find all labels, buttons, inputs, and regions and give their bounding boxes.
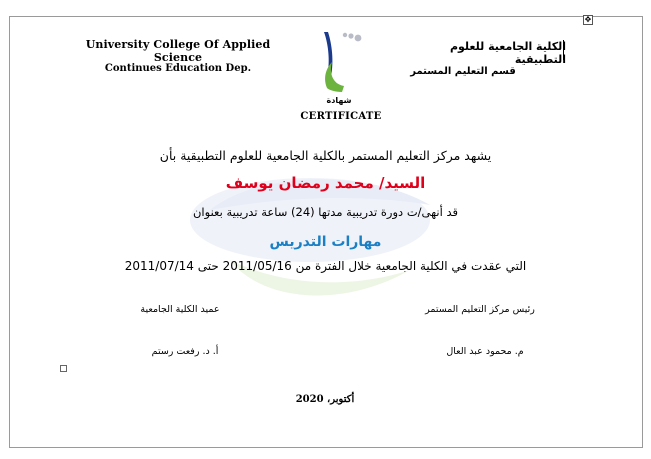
college-logo-icon [318, 26, 370, 96]
recipient-name: السيد/ محمد رمضان يوسف [225, 174, 426, 192]
move-handle-icon[interactable]: ✥ [584, 15, 592, 24]
certificate-word-ar: شهادة [326, 96, 352, 105]
center-head-name: م. محمود عبد العال [446, 346, 524, 357]
college-name-en: University College Of Applied Science [85, 38, 271, 64]
dean-name: أ. د. رفعت رستم [151, 346, 219, 357]
course-title: مهارات التدريس [269, 234, 382, 250]
center-head-title: رئيس مركز التعليم المستمر [425, 304, 535, 315]
department-name-en: Continues Education Dep. [104, 63, 252, 74]
department-name-ar: قسم التعليم المستمر [410, 66, 516, 77]
course-intro-text: قد أنهى/ت دورة تدريبية مدتها (24) ساعة تدريبية بعنوان [192, 205, 458, 219]
course-dates-text: التي عقدت في الكلية الجامعية خلال الفترة من 2011/05/16 حتى 2011/07/14 [124, 259, 527, 273]
issue-date: أكتوبر، 2020 [295, 394, 355, 405]
intro-text: يشهد مركز التعليم المستمر بالكلية الجامعية للعلوم التطبيقية بأن [159, 148, 492, 163]
college-name-ar: الكلية الجامعية للعلوم التطبيقية [449, 40, 566, 66]
certificate-word-en: CERTIFICATE [300, 111, 382, 122]
resize-handle-icon[interactable] [60, 365, 67, 372]
dean-title: عميد الكلية الجامعية [140, 304, 220, 315]
